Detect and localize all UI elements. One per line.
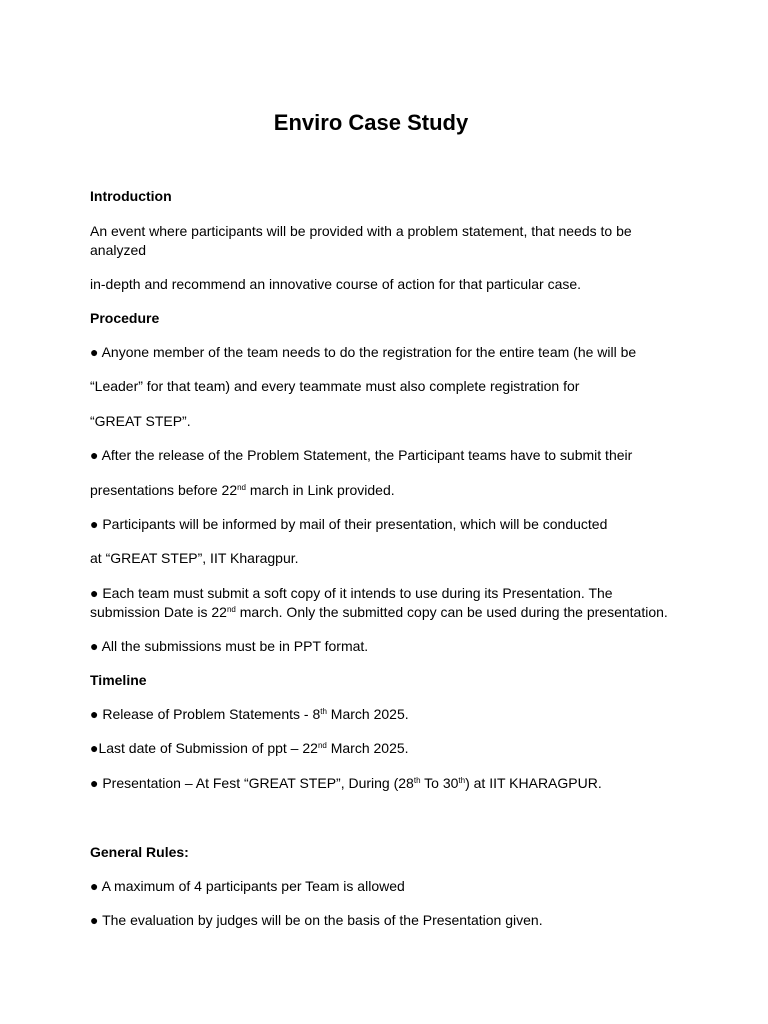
text-run: March 2025. (326, 706, 409, 722)
text-run: March 2025. (326, 740, 409, 756)
procedure-bullet-2-line-1: ● After the release of the Problem Statement, the Participant teams have to submit their (90, 447, 633, 463)
timeline-item-2 (90, 739, 690, 758)
procedure-bullet-1-line-1: ● Anyone member of the team needs to do the registration for the entire team (he will be (90, 344, 637, 360)
procedure-bullet-5: ● All the submissions must be in PPT format. (90, 638, 369, 654)
ordinal-suffix: th (320, 707, 327, 716)
timeline-item-1 (90, 705, 690, 724)
text-run: ●Last date of Submission of ppt – 22 (90, 740, 318, 756)
ordinal-suffix: nd (317, 741, 327, 750)
procedure-bullet-4-line-1: ● Each team must submit a soft copy of it intends to use during its Presentation. The (90, 585, 613, 601)
timeline-item-3 (90, 774, 690, 793)
introduction-heading: Introduction (90, 188, 172, 204)
procedure-bullet-3-line-1: ● Participants will be informed by mail of their presentation, which will be conducted (90, 516, 608, 532)
text-run: ● Presentation – At Fest “GREAT STEP”, During (28 (90, 775, 414, 791)
procedure-bullet-1-line-2: “Leader” for that team) and every teammate must also complete registration for (90, 378, 580, 394)
text-run: submission Date is 22 (90, 604, 227, 620)
text-run: ● Release of Problem Statements - 8 (90, 706, 321, 722)
general-rules-heading: General Rules: (90, 844, 189, 860)
page-title: Enviro Case Study (273, 110, 469, 135)
ordinal-suffix: nd (237, 483, 247, 492)
ordinal-suffix: nd (226, 605, 236, 614)
introduction-paragraph-1: An event where participants will be provided with a problem statement, that needs to be analyzed (90, 223, 632, 258)
procedure-bullet-1-line-3: “GREAT STEP”. (90, 413, 191, 429)
introduction-paragraph-2: in-depth and recommend an innovative course of action for that particular case. (90, 276, 582, 292)
general-rules-item-1: ● A maximum of 4 participants per Team is allowed (90, 878, 405, 894)
text-run: presentations before 22 (90, 482, 238, 498)
procedure-bullet-4-line-2 (90, 603, 690, 622)
procedure-bullet-3-line-2: at “GREAT STEP”, IIT Kharagpur. (90, 550, 299, 566)
text-run: march in Link provided. (246, 482, 395, 498)
text-run: ) at IIT KHARAGPUR. (465, 775, 602, 791)
timeline-heading: Timeline (90, 672, 147, 688)
text-run: march. Only the submitted copy can be used during the presentation. (235, 604, 668, 620)
text-run: To 30 (420, 775, 459, 791)
procedure-heading: Procedure (90, 310, 160, 326)
ordinal-suffix: th (413, 776, 421, 785)
general-rules-item-2: ● The evaluation by judges will be on the basis of the Presentation given. (90, 912, 543, 928)
procedure-bullet-2-line-2 (90, 481, 690, 500)
ordinal-suffix: th (458, 776, 466, 785)
